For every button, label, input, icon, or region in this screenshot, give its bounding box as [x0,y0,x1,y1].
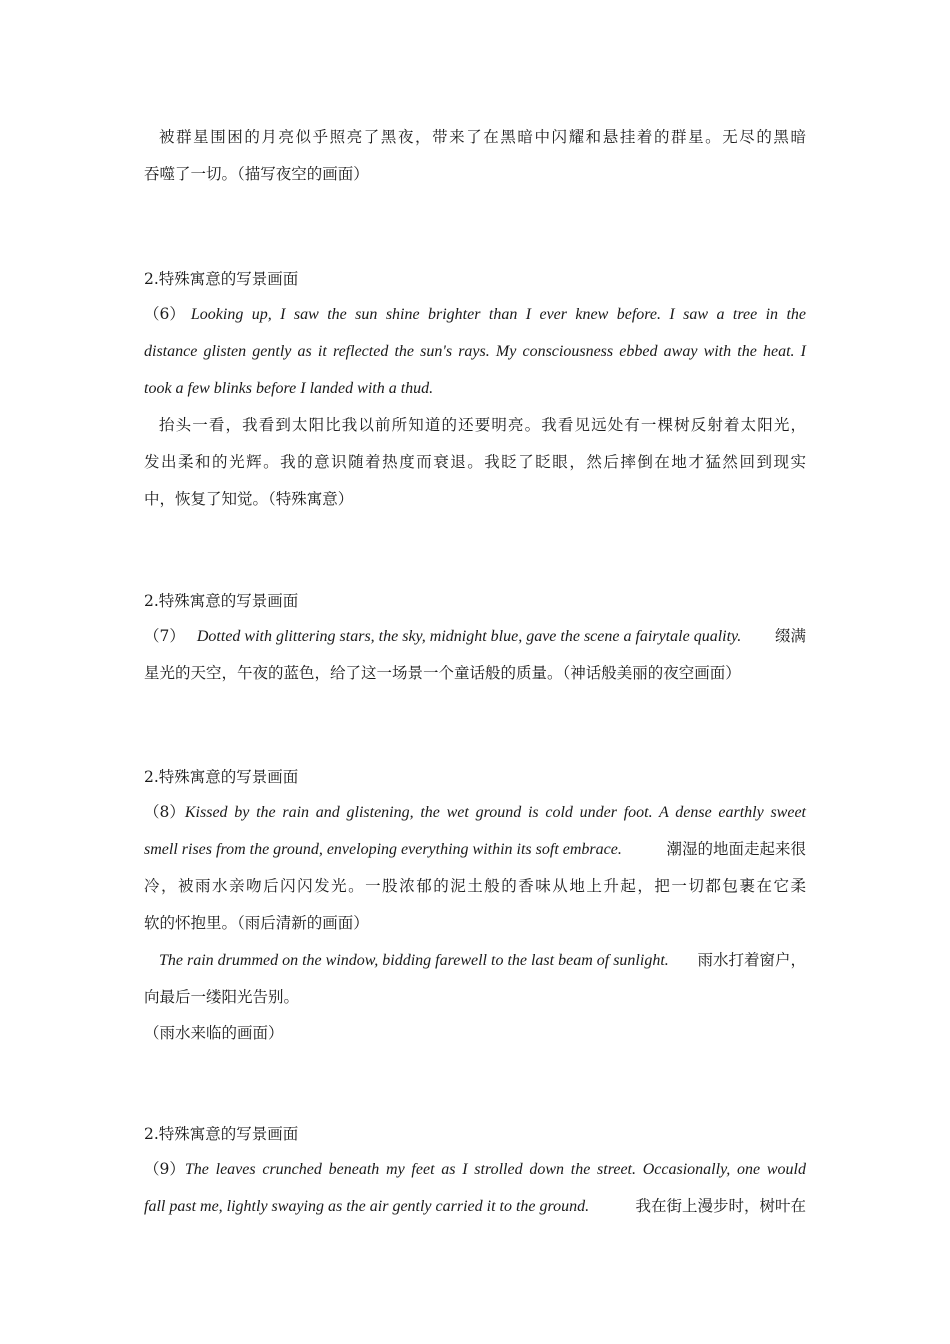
text-line [144,942,806,979]
chinese-text: 雨水打着窗户， [697,951,806,969]
chinese-text: （雨水来临的画面） [144,1024,284,1042]
item-number: （6） [144,305,185,323]
chinese-text: 中，恢复了知觉。（特殊寓意） [144,490,354,508]
text-line: 被群星围困的月亮似乎照亮了黑夜，带来了在黑暗中闪耀和悬挂着的群星。无尽的黑暗 [159,128,806,146]
section-heading: 2.特殊寓意的写景画面 [144,1125,299,1143]
item-number: （8） [144,803,185,821]
text-line [144,618,806,655]
chinese-text: 冷，被雨水亲吻后闪闪发光。一股浓郁的泥土般的香味从地上升起，把一切都包裹在它柔 [144,877,806,895]
english-text: Kissed by the rain and glistening, the wet ground is cold under foot. A dense earthly sweet [184,804,806,821]
chinese-text: 软的怀抱里。（雨后清新的画面） [144,914,369,932]
english-text: The rain drummed on the window, bidding farewell to the last beam of sunlight. [159,952,669,969]
section-6 [144,262,806,518]
text-line [144,831,806,868]
chinese-text: 我在街上漫步时，树叶在 [635,1197,806,1215]
english-text: Dotted with glittering stars, the sky, midnight blue, gave the scene a fairytale quality. [196,628,742,645]
chinese-text: 星光的天空，午夜的蓝色，给了这一场景一个童话般的质量。（神话般美丽的夜空画面） [144,664,741,682]
english-text: fall past me, lightly swaying as the air gently carried it to the ground. [144,1198,590,1215]
section-heading: 2.特殊寓意的写景画面 [144,270,299,288]
paragraph-night-sky [144,119,806,193]
chinese-text: 缀满 [774,627,806,645]
english-text: The leaves crunched beneath my feet as I strolled down the street. Occasionally, one would [184,1161,806,1178]
english-text: smell rises from the ground, enveloping everything within its soft embrace. [144,841,622,858]
text-line [144,794,806,831]
section-7 [144,584,806,692]
section-9 [144,1117,806,1225]
english-text: Looking up, I saw the sun shine brighter than I ever knew before. I saw a tree in the [190,306,806,323]
section-heading: 2.特殊寓意的写景画面 [144,768,299,786]
chinese-text: 抬头一看，我看到太阳比我以前所知道的还要明亮。我看见远处有一棵树反射着太阳光， [159,416,806,434]
english-text: took a few blinks before I landed with a thud. [144,380,434,397]
text-line [144,296,806,333]
text-line [144,1188,806,1225]
section-heading: 2.特殊寓意的写景画面 [144,592,299,610]
text-line [144,1151,806,1188]
section-8 [144,760,806,1050]
item-number: （7） [144,627,185,645]
chinese-text: 潮湿的地面走起来很 [666,840,806,858]
item-number: （9） [144,1160,185,1178]
english-text: distance glisten gently as it reflected the sun's rays. My consciousness ebbed away with the heat. I [144,343,806,360]
text-line: 吞噬了一切。（描写夜空的画面） [144,165,369,183]
chinese-text: 向最后一缕阳光告别。 [144,988,300,1006]
chinese-text: 发出柔和的光辉。我的意识随着热度而衰退。我眨了眨眼，然后摔倒在地才猛然回到现实 [144,453,806,471]
